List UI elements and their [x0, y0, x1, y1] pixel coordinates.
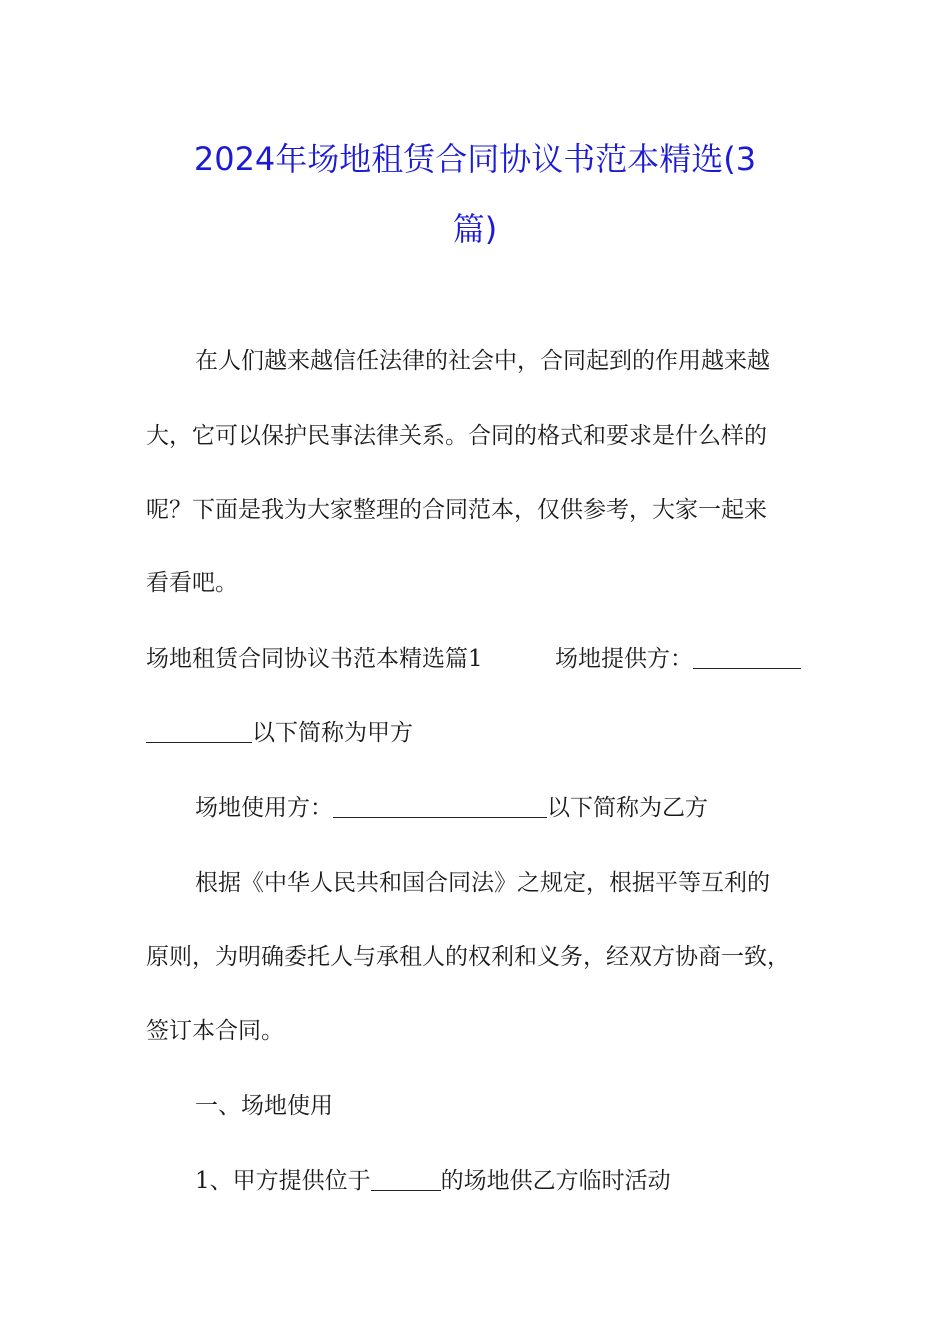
provider-line: [555, 648, 801, 671]
clause-item-1-suffix: 的场地供乙方临时活动: [440, 1168, 671, 1194]
provider-suffix: 以下简称为甲方: [252, 720, 413, 746]
provider-label: 场地提供方：: [555, 646, 693, 672]
user-label: 场地使用方：: [195, 795, 333, 821]
clause-heading: 一、场地使用: [195, 1093, 333, 1119]
location-blank: [371, 1170, 441, 1191]
clause-item-1-prefix: 1、甲方提供位于: [195, 1168, 371, 1194]
intro-line-1: 在人们越来越信任法律的社会中，合同起到的作用越来越: [195, 348, 770, 374]
provider-line-cont: [146, 722, 413, 745]
provider-blank: [693, 648, 801, 669]
document-title-line2: 篇): [452, 210, 498, 248]
section-heading: 场地租赁合同协议书范本精选篇1: [146, 646, 483, 672]
user-suffix: 以下简称为乙方: [547, 795, 708, 821]
basis-line-2: 原则，为明确委托人与承租人的权利和义务，经双方协商一致，: [146, 944, 790, 970]
intro-line-2: 大，它可以保护民事法律关系。合同的格式和要求是什么样的: [146, 423, 767, 449]
intro-line-4: 看看吧。: [146, 570, 238, 596]
intro-line-3: 呢？下面是我为大家整理的合同范本，仅供参考，大家一起来: [146, 497, 767, 523]
user-line: [195, 797, 708, 820]
basis-line-1: 根据《中华人民共和国合同法》之规定，根据平等互利的: [195, 870, 770, 896]
clause-item-1: [195, 1170, 671, 1193]
basis-line-3: 签订本合同。: [146, 1018, 284, 1044]
document-title-line1: 2024年场地租赁合同协议书范本精选(3: [193, 140, 757, 178]
provider-blank-cont: [146, 722, 252, 743]
user-blank: [333, 797, 547, 818]
